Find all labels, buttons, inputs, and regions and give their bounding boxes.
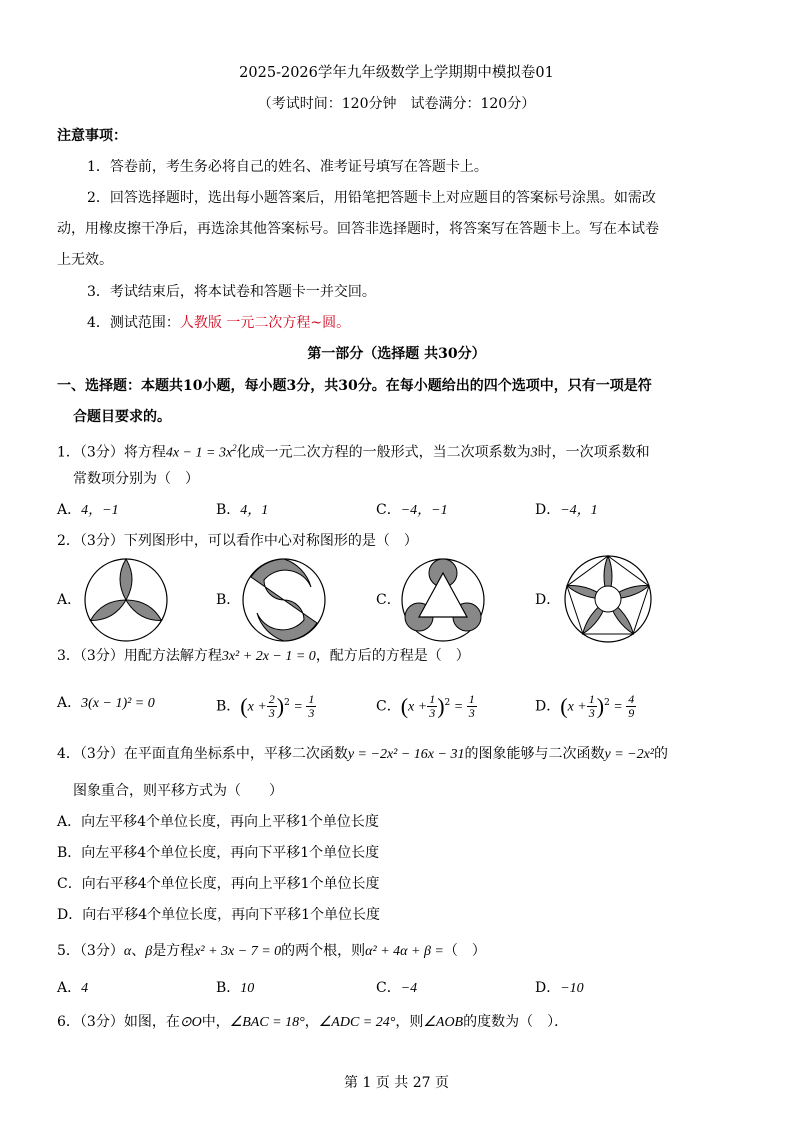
q4-option-b: B．向左平移4个单位长度，再向下平移1个单位长度 <box>57 845 380 861</box>
q5-separator: 、 <box>131 943 146 959</box>
q1-option-b-text: 4，1 <box>240 503 269 518</box>
q5-text-c: （ ） <box>443 943 486 959</box>
q3-option-b-rhs <box>306 693 316 720</box>
note-item-2-line-1: 2．回答选择题时，选出每小题答案后，用铅笔把答题卡上对应题目的答案标号涂黑。如需改 <box>87 190 656 206</box>
q3-option-c-den: 3 <box>429 706 436 721</box>
q3-option-d-exp: 2 <box>604 698 610 708</box>
q3-option-a-label: A． <box>57 695 82 711</box>
q6-number: 6． <box>57 1014 80 1030</box>
q3-option-d-num: 1 <box>588 692 595 707</box>
section-instruction-line-1: 一、选择题：本题共10小题，每小题3分，共30分。在每小题给出的四个选项中，只有一项是符 <box>57 378 652 394</box>
q6-text-b: 中， <box>201 1014 230 1030</box>
q6-angle-aob: ∠AOB <box>423 1015 464 1030</box>
q2-number: 2． <box>57 533 80 549</box>
q1-option-c-label: C． <box>376 502 401 518</box>
q3-option-b-eq: = <box>289 699 307 715</box>
q5-text-a: 是方程 <box>152 943 195 959</box>
q1-option-d <box>535 500 598 521</box>
exam-title: 2025-2026学年九年级数学上学期期中模拟卷01 <box>239 65 554 81</box>
q2-figure-a-three-petals <box>83 557 169 643</box>
q4-text-b: 的图象能够与二次函数 <box>464 746 605 762</box>
q3-option-b-lparen: ( <box>240 693 248 719</box>
q1-text-a: 将方程 <box>123 444 166 461</box>
q3-option-b-rhs-num: 1 <box>308 692 315 707</box>
figure-d-inner-circle <box>595 586 621 612</box>
q5-score: （3分） <box>79 943 124 959</box>
q3-option-c-exp: 2 <box>444 698 451 708</box>
q3-option-d-label: D． <box>535 698 561 715</box>
q3-option-c-rhs <box>467 693 477 720</box>
note-item-4 <box>87 313 350 333</box>
q5-option-b-label: B． <box>216 980 241 996</box>
q2-label-d: D． <box>535 592 561 608</box>
page-footer: 第 1 页 共 27 页 <box>344 1075 449 1091</box>
q4-option-d: D．向右平移4个单位长度，再向下平移1个单位长度 <box>57 907 381 923</box>
q3-option-d <box>535 681 636 730</box>
q1-option-a-text: 4，−1 <box>81 503 119 518</box>
q5-text-b: 的两个根，则 <box>281 943 366 959</box>
q6-score: （3分） <box>79 1014 124 1030</box>
q4-text-c: 的 <box>654 746 669 762</box>
q2-score: （3分） <box>79 533 124 549</box>
q5-equation: x² + 3x − 7 = 0 <box>194 944 282 959</box>
q3-option-c-eq: = <box>450 699 467 715</box>
note-item-2-line-3: 上无效。 <box>57 252 113 268</box>
q5-option-a-text: 4 <box>81 981 89 996</box>
q3-option-c-x: x + <box>408 699 428 715</box>
q4-equation-1: y = −2x² − 16x − 31 <box>347 747 465 762</box>
q6-circle: ⊙O <box>179 1015 202 1030</box>
q2-label-a: A． <box>57 592 82 608</box>
q3-option-b-rparen: ) <box>276 693 285 719</box>
q3-option-b <box>216 681 316 730</box>
q3-equation: 3x² + 2x − 1 = 0 <box>221 649 316 664</box>
q3-option-c-rhs-num: 1 <box>468 692 475 707</box>
q5-alpha: α <box>123 944 132 959</box>
q1-option-d-label: D． <box>535 502 561 518</box>
q5-option-d <box>535 978 584 999</box>
note-item-4-prefix: 4．测试范围： <box>87 315 180 331</box>
notes-heading: 注意事项： <box>57 128 127 144</box>
q1-equation-exponent: 2 <box>232 443 237 453</box>
q3-option-c-rhs-den: 3 <box>468 706 475 721</box>
test-scope: 人教版 一元二次方程~圆。 <box>179 315 351 331</box>
q5-option-b-text: 10 <box>240 981 255 996</box>
q1-option-a <box>57 500 119 521</box>
q3-option-b-x: x + <box>247 699 267 715</box>
q2-figure-d-star <box>562 553 654 645</box>
q1-number: 1． <box>57 444 80 461</box>
q6-separator: ， <box>304 1014 319 1030</box>
q3-score: （3分） <box>79 648 124 664</box>
q3-text-a: 用配方法解方程 <box>123 648 222 664</box>
q3-option-d-rhs <box>626 693 636 720</box>
q5-option-a-label: A． <box>57 980 82 996</box>
q1-option-b-label: B． <box>216 502 241 518</box>
q3-option-d-eq: = <box>609 699 627 715</box>
q3-option-b-num: 2 <box>268 692 275 707</box>
q3-number: 3． <box>57 648 80 664</box>
q3-text-b: ，配方后的方程是（ ） <box>315 648 470 664</box>
q1-equation: 4x − 1 = 3x <box>165 445 233 461</box>
q5-option-c-label: C． <box>376 980 401 996</box>
q3-option-d-rhs-num: 4 <box>628 692 635 707</box>
q1-text-c: 时，一次项系数和 <box>537 444 650 461</box>
note-item-2-line-2: 动，用橡皮擦干净后，再选涂其他答案标号。回答非选择题时，将答案写在答题卡上。写在本试卷 <box>57 221 659 237</box>
q1-option-d-text: −4，1 <box>560 503 598 518</box>
q6-angle-bac: ∠BAC = 18° <box>229 1015 305 1030</box>
q2-text: 下列图形中，可以看作中心对称图形的是（ ） <box>123 533 418 549</box>
question-3 <box>57 646 470 667</box>
q1-coef: 3 <box>530 445 538 461</box>
exam-subtitle: （考试时间：120分钟 试卷满分：120分） <box>257 96 536 112</box>
note-item-1: 1．答卷前，考生务必将自己的姓名、准考证号填写在答题卡上。 <box>87 159 488 175</box>
q2-label-b: B． <box>216 592 241 608</box>
q3-option-b-rhs-den: 3 <box>308 706 315 721</box>
q3-option-b-exp: 2 <box>284 698 290 708</box>
q3-option-a <box>57 693 155 714</box>
q4-option-a: A．向左平移4个单位长度，再向上平移1个单位长度 <box>57 814 379 830</box>
part1-title: 第一部分（选择题 共30分） <box>307 346 486 362</box>
q2-figure-c-triangle-arcs <box>400 557 486 643</box>
q1-text-b: 化成一元二次方程的一般形式，当二次项系数为 <box>236 444 531 461</box>
q5-option-c <box>376 978 417 999</box>
q3-option-b-den: 3 <box>268 706 275 721</box>
q5-number: 5． <box>57 943 80 959</box>
q4-text-a: 在平面直角坐标系中，平移二次函数 <box>123 746 348 762</box>
q6-angle-adc: ∠ADC = 24° <box>318 1015 396 1030</box>
question-2 <box>57 531 418 551</box>
q1-line-2: 常数项分别为（ ） <box>73 471 199 487</box>
q6-text-a: 如图，在 <box>123 1014 180 1030</box>
q1-score: （3分） <box>79 444 124 461</box>
q5-option-d-text: −10 <box>560 981 584 996</box>
q3-option-c-num: 1 <box>429 692 436 707</box>
q3-option-d-x: x + <box>567 699 587 715</box>
q1-option-b <box>216 500 268 521</box>
q3-option-d-fraction <box>587 693 597 720</box>
q3-option-c-label: C． <box>376 698 401 715</box>
section-instruction-line-2: 合题目要求的。 <box>73 409 171 425</box>
q3-option-d-rhs-den: 9 <box>628 706 635 721</box>
question-6 <box>57 1012 568 1033</box>
q6-text-d: 的度数为（ ）． <box>463 1014 569 1030</box>
q5-option-a <box>57 978 88 999</box>
q5-option-c-text: −4 <box>400 981 418 996</box>
q5-option-b <box>216 978 254 999</box>
q3-option-a-expr: 3(x − 1)² = 0 <box>81 696 155 711</box>
question-5 <box>57 941 486 962</box>
q4-line-2: 图象重合，则平移方式为（ ） <box>73 783 283 799</box>
q3-option-b-fraction <box>267 693 277 720</box>
q2-figure-b-swirl <box>241 557 327 643</box>
q1-option-a-label: A． <box>57 502 82 518</box>
q3-option-d-den: 3 <box>588 706 595 721</box>
q3-option-c <box>376 681 477 730</box>
q3-option-c-fraction <box>427 693 437 720</box>
note-item-3: 3．考试结束后，将本试卷和答题卡一并交回。 <box>87 284 376 300</box>
question-4 <box>57 744 668 765</box>
q3-option-c-lparen: ( <box>400 693 409 719</box>
q1-option-c-text: −4，−1 <box>400 503 448 518</box>
question-1 <box>57 438 650 464</box>
q3-option-d-lparen: ( <box>560 693 568 719</box>
q4-option-c: C．向右平移4个单位长度，再向上平移1个单位长度 <box>57 876 380 892</box>
q5-expression: α² + 4α + β = <box>365 944 444 959</box>
q6-text-c: ，则 <box>395 1014 424 1030</box>
q2-label-c: C． <box>376 592 401 608</box>
q3-option-d-rparen: ) <box>596 693 605 719</box>
q3-option-b-label: B． <box>216 698 241 715</box>
q1-option-c <box>376 500 448 521</box>
q3-option-c-rparen: ) <box>437 693 445 719</box>
q4-equation-2: y = −2x² <box>604 747 655 762</box>
q4-score: （3分） <box>79 746 124 762</box>
q5-beta: β <box>145 944 153 959</box>
q5-option-d-label: D． <box>535 980 561 996</box>
q4-number: 4． <box>57 746 80 762</box>
